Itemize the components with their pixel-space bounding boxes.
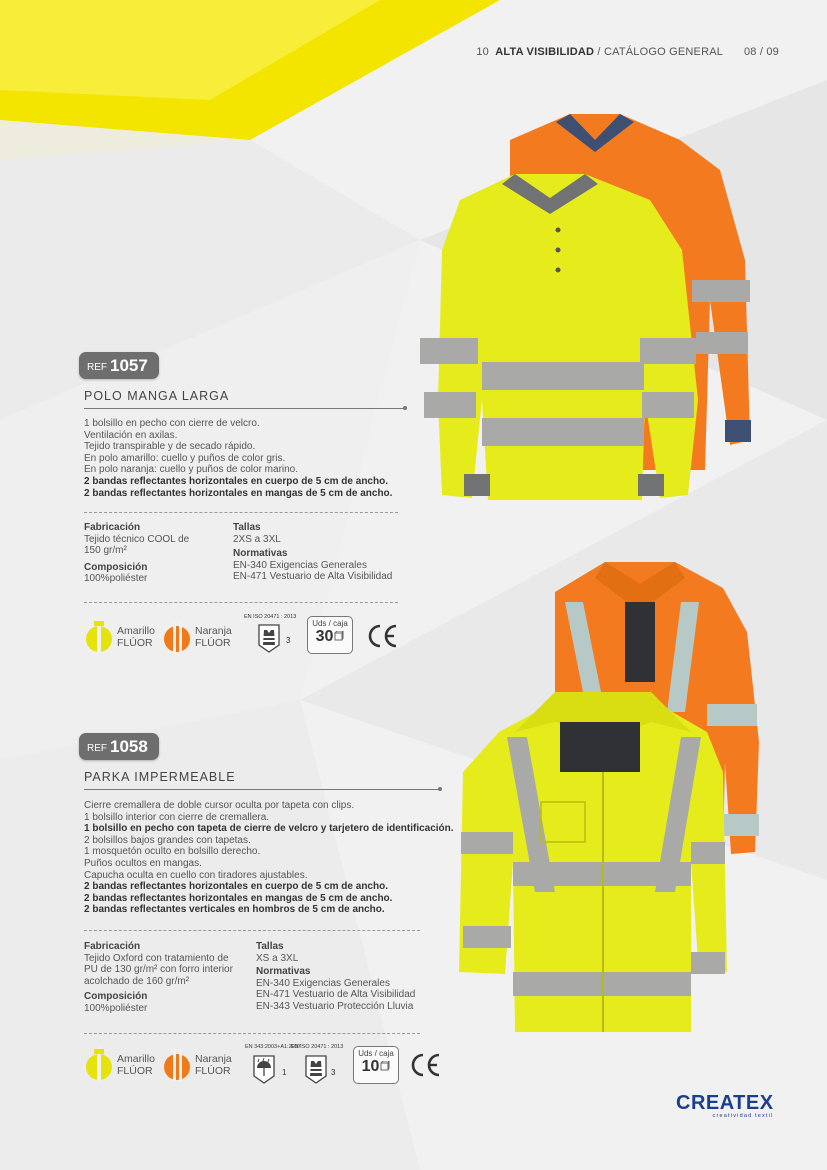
rain-umbrella-icon [251,1054,277,1084]
spec-value: 2XS a 3XL [233,533,281,545]
box-icon [380,1061,390,1071]
spec-tallas-polo [233,522,392,583]
ref-badge-1058 [79,733,159,760]
color-name: Amarillo [117,1053,155,1065]
description-line-bold: 2 bandas reflectantes verticales en hombros de 5 cm de ancho. [84,904,385,916]
color-name-suffix: FLÚOR [117,1065,153,1077]
catalog-name: CATÁLOGO GENERAL [603,46,723,58]
color-name: Naranja [195,1053,232,1065]
ref-number: 1058 [110,736,148,756]
dashed-divider [84,1033,420,1034]
dashed-divider [84,512,398,513]
spec-value: EN-471 Vestuario de Alta Visibilidad [233,571,393,583]
cert-en-iso-20471-polo [244,614,297,656]
units-label: Uds / caja [358,1049,394,1058]
spec-label: Fabricación [84,522,141,533]
ref-label: REF [87,361,107,373]
orange-polo-icon [162,617,192,657]
product-title-parka: PARKA IMPERMEABLE [84,770,236,784]
spec-fabricacion-parka [84,941,233,1015]
spec-value: 100%poliéster [84,1002,148,1014]
description-line-bold: 2 bandas reflectantes horizontales en mangas de 5 cm de ancho. [84,892,393,904]
description-line: Ventilación en axilas. [84,429,178,441]
page-numbers: 08 / 09 [743,46,779,58]
description-line: Capucha oculta en cuello con tiradores ajustables. [84,869,308,881]
spec-label: Composición [84,991,148,1003]
description-line: 1 bolsillo interior con cierre de cremallera. [84,811,270,823]
yellow-polo-icon [84,617,114,657]
spec-value: PU de 130 gr/m² con forro interior [84,964,233,976]
spec-label: Tallas [256,941,284,952]
spec-value: 100%poliéster [84,573,148,585]
page-header [476,46,779,58]
description-line: En polo amarillo: cuello y puños de color gris. [84,452,286,464]
spec-value: EN-340 Exigencias Generales [233,559,367,571]
cert-en-343 [245,1044,301,1088]
description-line: En polo naranja: cuello y puños de color marino. [84,464,299,476]
ce-mark-icon [365,623,399,649]
cert-norm: EN ISO 20471 : 2013 [291,1044,344,1050]
ce-mark-icon [408,1052,442,1078]
cert-level: 3 [286,636,291,645]
cert-norm: EN ISO 20471 : 2013 [244,614,297,620]
description-line: Cierre cremallera de doble cursor oculta por tapeta con clips. [84,800,355,811]
description-line: Tejido transpirable y de secado rápido. [84,441,256,453]
spec-value: XS a 3XL [256,952,299,964]
description-line-bold: 2 bandas reflectantes horizontales en cuerpo de 5 cm de ancho. [84,881,388,893]
units-value: 30 [315,628,334,645]
ref-badge-1057 [79,352,159,379]
section-number: 10 [476,46,489,58]
createx-logo [676,1092,774,1119]
units-value: 10 [361,1058,380,1075]
description-line: Puños ocultos en mangas. [84,857,202,869]
orange-parka-icon [162,1045,192,1085]
units-per-box-parka [353,1046,399,1084]
spec-value: EN-471 Vestuario de Alta Visibilidad [256,989,416,1001]
spec-value: 150 gr/m² [84,545,127,557]
cert-norm: EN 343:2003+A1:2007 [245,1044,301,1050]
units-per-box-polo [307,616,353,654]
spec-label: Normativas [256,966,311,978]
product-title-polo: POLO MANGA LARGA [84,389,230,403]
color-name-suffix: FLÚOR [195,1065,231,1077]
color-name: Amarillo [117,625,155,637]
description-line-bold: 2 bandas reflectantes horizontales en cuerpo de 5 cm de ancho. [84,475,388,487]
spec-label: Tallas [233,522,261,533]
brand-tagline: creatividad textil [712,1113,774,1119]
spec-value: Tejido técnico COOL de [84,533,190,545]
spec-tallas-parka [256,941,415,1013]
section-name: ALTA VISIBILIDAD [495,46,595,58]
units-label: Uds / caja [312,619,348,628]
spec-value: EN-340 Exigencias Generales [256,977,390,989]
title-rule [84,789,439,790]
description-line-bold: 2 bandas reflectantes horizontales en mangas de 5 cm de ancho. [84,487,393,499]
color-swatch-orange [162,617,232,657]
product-description-parka [84,800,454,916]
spec-value: acolchado de 160 gr/m² [84,975,190,987]
hi-vis-vest-icon [256,623,282,653]
spec-label: Normativas [233,548,288,560]
color-name-suffix: FLÚOR [117,637,153,649]
description-line: 1 bolsillo en pecho con cierre de velcro. [84,418,260,429]
color-name-suffix: FLÚOR [195,637,231,649]
color-name: Naranja [195,625,232,637]
header-separator: / [597,46,601,58]
color-swatch-orange [162,1045,232,1085]
spec-value: EN-343 Vestuario Protección Lluvia [256,1000,414,1012]
parka-jackets-photo [455,562,767,1040]
description-line: 1 mosquetón oculto en bolsillo derecho. [84,846,261,858]
spec-value: Tejido Oxford con tratamiento de [84,952,229,964]
cert-level: 1 [282,1068,287,1077]
dashed-divider [84,602,398,603]
spec-fabricacion-polo [84,522,189,585]
ref-label: REF [87,742,107,754]
description-line-bold: 1 bolsillo en pecho con tapeta de cierre de velcro y tarjetero de identificación. [84,823,454,835]
brand-name: CREATEX [676,1092,774,1114]
box-icon [334,631,344,641]
yellow-parka-icon [84,1045,114,1085]
title-rule [84,408,404,409]
cert-level: 3 [331,1068,336,1077]
description-line: 2 bolsillos bajos grandes con tapetas. [84,834,251,846]
polo-shirts-photo [420,100,760,510]
spec-label: Composición [84,561,148,573]
color-swatch-yellow [84,1045,155,1085]
cert-en-iso-20471-parka [291,1044,344,1088]
spec-label: Fabricación [84,941,141,952]
hi-vis-vest-icon [303,1054,329,1084]
ref-number: 1057 [110,355,148,375]
dashed-divider [84,930,420,931]
product-description-polo [84,418,392,499]
color-swatch-yellow [84,617,155,657]
